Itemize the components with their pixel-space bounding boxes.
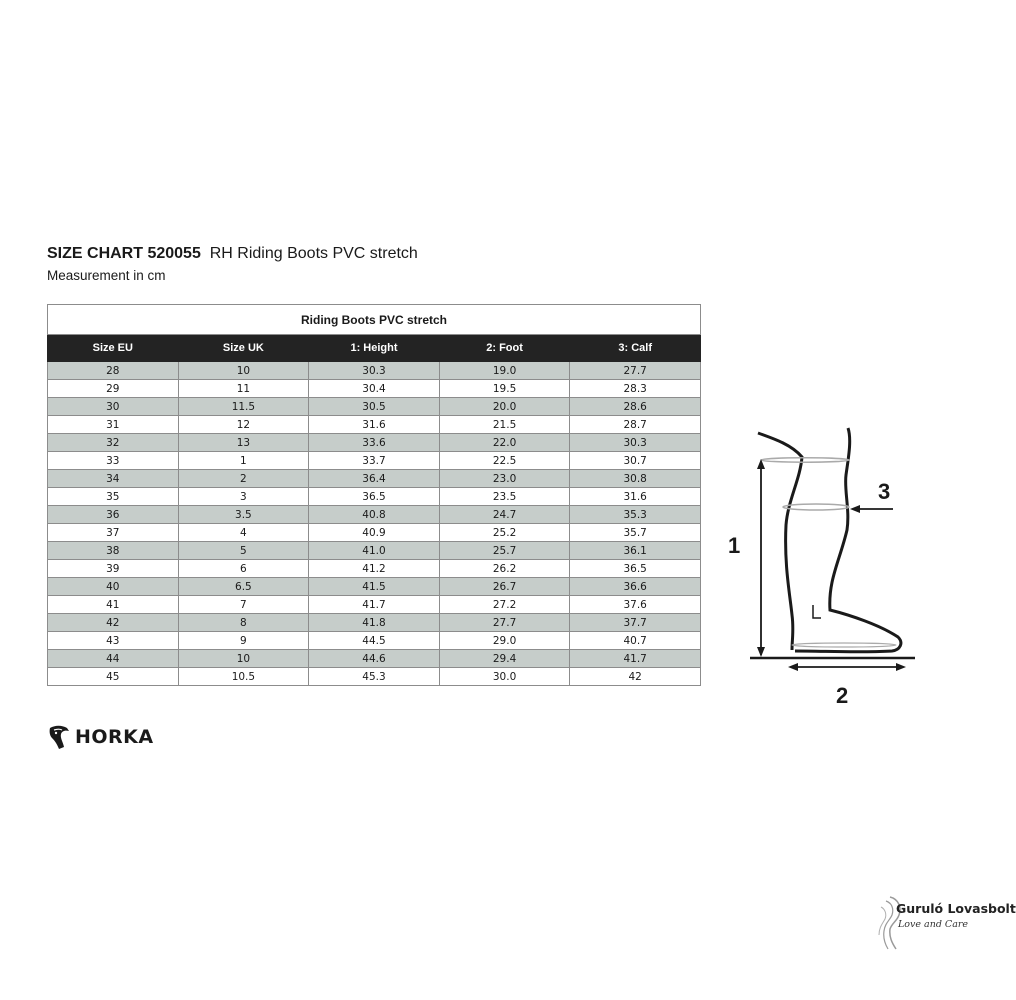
table-cell: 36 (48, 506, 179, 524)
table-cell: 10.5 (178, 668, 309, 686)
table-cell: 37.7 (570, 614, 701, 632)
table-cell: 25.2 (439, 524, 570, 542)
table-cell: 28.7 (570, 416, 701, 434)
table-cell: 7 (178, 596, 309, 614)
table-cell: 6 (178, 560, 309, 578)
table-cell: 25.7 (439, 542, 570, 560)
table-row (48, 560, 701, 578)
foot-arrow-left (788, 663, 798, 671)
table-cell: 6.5 (178, 578, 309, 596)
product-name: RH Riding Boots PVC stretch (209, 245, 418, 262)
foot-arrow-right (896, 663, 906, 671)
table-cell: 41.7 (309, 596, 440, 614)
table-cell: 44.5 (309, 632, 440, 650)
table-cell: 29 (48, 380, 179, 398)
top-circumference-line (761, 458, 849, 462)
column-header: Size UK (178, 335, 309, 362)
table-cell: 28.3 (570, 380, 701, 398)
table-row (48, 542, 701, 560)
label-foot: 2 (836, 683, 849, 708)
table-cell: 33 (48, 452, 179, 470)
height-arrow-bottom (757, 647, 765, 657)
table-cell: 30.0 (439, 668, 570, 686)
table-cell: 24.7 (439, 506, 570, 524)
table-cell: 41.0 (309, 542, 440, 560)
table-cell: 36.5 (309, 488, 440, 506)
leg-outline-back (758, 433, 802, 650)
table-cell: 45.3 (309, 668, 440, 686)
table-row (48, 614, 701, 632)
label-height: 1 (728, 533, 741, 558)
table-row (48, 596, 701, 614)
foot-line (792, 643, 896, 647)
table-cell: 37 (48, 524, 179, 542)
table-cell: 36.1 (570, 542, 701, 560)
table-row (48, 506, 701, 524)
table-cell: 30.7 (570, 452, 701, 470)
table-caption: Riding Boots PVC stretch (48, 305, 701, 335)
table-cell: 29.0 (439, 632, 570, 650)
table-cell: 40.7 (570, 632, 701, 650)
table-cell: 35.3 (570, 506, 701, 524)
table-cell: 41.2 (309, 560, 440, 578)
table-cell: 44.6 (309, 650, 440, 668)
table-cell: 40.8 (309, 506, 440, 524)
table-row (48, 488, 701, 506)
table-header-row (48, 335, 701, 362)
measurement-note: Measurement in cm (47, 268, 166, 283)
horka-logo-text: HORKA (75, 726, 154, 748)
table-row (48, 416, 701, 434)
table-cell: 31 (48, 416, 179, 434)
table-cell: 41 (48, 596, 179, 614)
column-header: Size EU (48, 335, 179, 362)
table-cell: 3 (178, 488, 309, 506)
horka-logo (47, 724, 154, 750)
table-row (48, 398, 701, 416)
table-cell: 41.8 (309, 614, 440, 632)
table-cell: 35.7 (570, 524, 701, 542)
table-row (48, 380, 701, 398)
table-cell: 40.9 (309, 524, 440, 542)
table-cell: 8 (178, 614, 309, 632)
table-cell: 36.6 (570, 578, 701, 596)
table-cell: 37.6 (570, 596, 701, 614)
table-cell: 13 (178, 434, 309, 452)
table-cell: 41.7 (570, 650, 701, 668)
table-cell: 9 (178, 632, 309, 650)
table-cell: 30.4 (309, 380, 440, 398)
horse-head-icon (47, 724, 71, 750)
size-chart-table (47, 304, 701, 686)
table-cell: 33.7 (309, 452, 440, 470)
column-header: 1: Height (309, 335, 440, 362)
table-cell: 30 (48, 398, 179, 416)
table-cell: 42 (570, 668, 701, 686)
table-cell: 23.5 (439, 488, 570, 506)
table-row (48, 452, 701, 470)
table-cell: 36.4 (309, 470, 440, 488)
table-cell: 2 (178, 470, 309, 488)
table-cell: 5 (178, 542, 309, 560)
table-cell: 10 (178, 650, 309, 668)
table-cell: 38 (48, 542, 179, 560)
table-cell: 41.5 (309, 578, 440, 596)
table-cell: 22.5 (439, 452, 570, 470)
table-cell: 19.0 (439, 362, 570, 380)
table-cell: 34 (48, 470, 179, 488)
table-cell: 32 (48, 434, 179, 452)
table-cell: 19.5 (439, 380, 570, 398)
table-cell: 30.5 (309, 398, 440, 416)
table-cell: 11.5 (178, 398, 309, 416)
table-row (48, 470, 701, 488)
table-row (48, 668, 701, 686)
table-body (48, 362, 701, 686)
table-cell: 12 (178, 416, 309, 434)
table-cell: 40 (48, 578, 179, 596)
table-cell: 42 (48, 614, 179, 632)
table-cell: 1 (178, 452, 309, 470)
column-header: 2: Foot (439, 335, 570, 362)
table-cell: 11 (178, 380, 309, 398)
table-cell: 26.2 (439, 560, 570, 578)
calf-circumference-line (783, 504, 849, 510)
table-cell: 36.5 (570, 560, 701, 578)
table-row (48, 434, 701, 452)
table-row (48, 524, 701, 542)
table-cell: 27.2 (439, 596, 570, 614)
table-cell: 31.6 (570, 488, 701, 506)
table-cell: 33.6 (309, 434, 440, 452)
table-cell: 23.0 (439, 470, 570, 488)
table-cell: 21.5 (439, 416, 570, 434)
table-cell: 39 (48, 560, 179, 578)
table-cell: 28 (48, 362, 179, 380)
table-cell: 28.6 (570, 398, 701, 416)
shop-name: Guruló Lovasbolt (896, 901, 1016, 916)
size-chart-code: SIZE CHART 520055 (47, 245, 201, 262)
size-chart-title (47, 245, 418, 263)
table-cell: 30.3 (570, 434, 701, 452)
ankle-mark (813, 605, 821, 618)
table-row (48, 650, 701, 668)
table-cell: 44 (48, 650, 179, 668)
shop-tagline: Love and Care (898, 919, 969, 930)
table-row (48, 362, 701, 380)
table-cell: 3.5 (178, 506, 309, 524)
table-cell: 4 (178, 524, 309, 542)
table-cell: 10 (178, 362, 309, 380)
table-cell: 30.8 (570, 470, 701, 488)
table-cell: 27.7 (439, 614, 570, 632)
table-cell: 31.6 (309, 416, 440, 434)
table-cell: 26.7 (439, 578, 570, 596)
table-cell: 22.0 (439, 434, 570, 452)
calf-arrow-head (850, 505, 860, 513)
table-cell: 29.4 (439, 650, 570, 668)
table-cell: 35 (48, 488, 179, 506)
table-cell: 43 (48, 632, 179, 650)
label-calf: 3 (878, 479, 891, 504)
table-cell: 27.7 (570, 362, 701, 380)
table-cell: 20.0 (439, 398, 570, 416)
boot-measurement-diagram (720, 415, 920, 715)
table-cell: 45 (48, 668, 179, 686)
table-row (48, 578, 701, 596)
table-row (48, 632, 701, 650)
column-header: 3: Calf (570, 335, 701, 362)
table-cell: 30.3 (309, 362, 440, 380)
